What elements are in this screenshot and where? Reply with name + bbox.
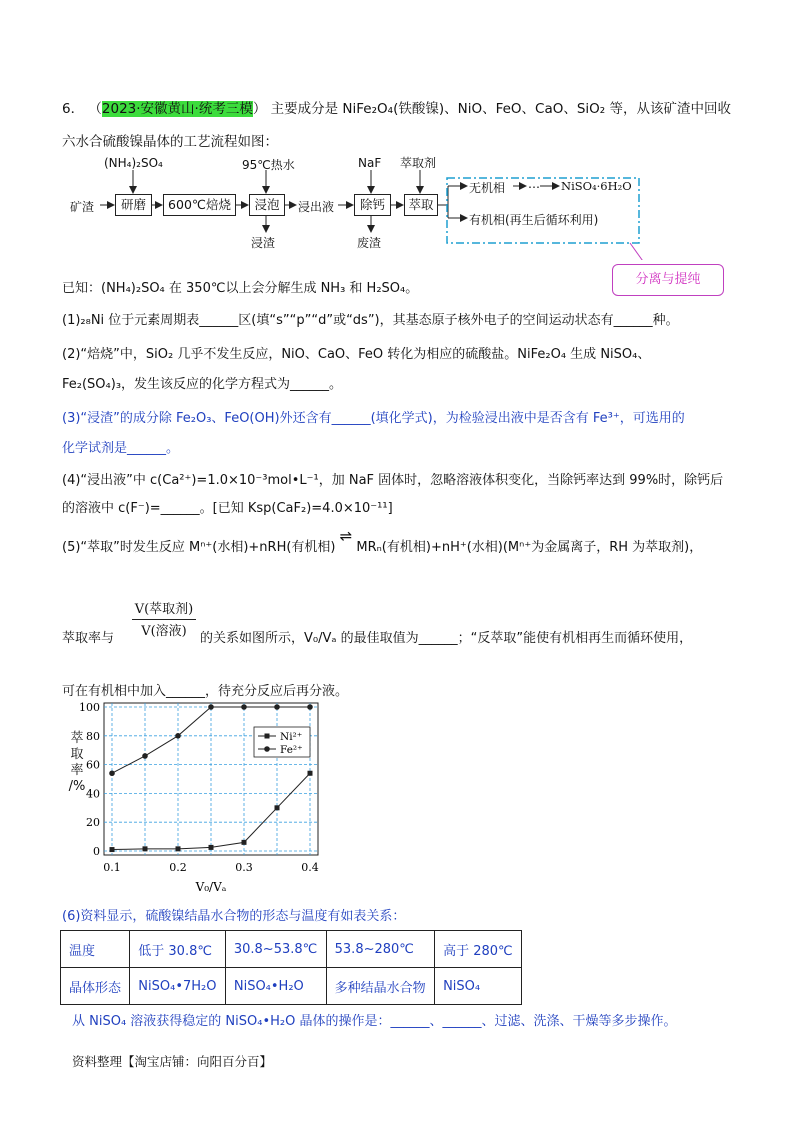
x-tick-label: 0.3 — [235, 861, 253, 874]
flow-leachate: 浸出液 — [298, 200, 335, 214]
table-row — [61, 931, 522, 968]
data-point-ni — [275, 805, 280, 810]
data-point-fe — [274, 704, 280, 710]
q5-line1a: (5)“萃取”时发生反应 Mⁿ⁺(水相)+nRH(有机相) — [62, 540, 336, 555]
frac-numerator: V(萃取剂) — [134, 602, 194, 617]
output-waste-residue: 废渣 — [357, 236, 382, 250]
step-soaking: 浸泡 — [249, 194, 285, 216]
x-tick-label: 0.2 — [169, 861, 187, 874]
table-cell: NiSO₄ — [435, 968, 522, 1005]
table-cell: 53.8~280℃ — [326, 931, 434, 968]
data-point-fe — [241, 704, 247, 710]
q6-intro: (6)资料显示，硫酸镍结晶水合物的形态与温度有如表关系： — [62, 909, 406, 924]
data-point-ni — [242, 840, 247, 845]
x-axis-label: V₀/Vₐ — [195, 880, 227, 894]
chart-ylabel — [66, 731, 88, 795]
legend-label: Fe²⁺ — [280, 744, 303, 756]
x-tick-label: 0.1 — [103, 861, 121, 874]
table-cell: 温度 — [61, 931, 130, 968]
reagent-nh4so4: (NH₄)₂SO₄ — [104, 156, 163, 170]
frac-denominator: V(溶液) — [132, 619, 196, 639]
data-point-fe — [208, 704, 214, 710]
equilibrium-arrow-icon: ⇌ — [339, 527, 353, 545]
y-axis-label-char: 取 — [70, 747, 84, 762]
q1: (1)₂₈Ni 位于元素周期表______区(填“s”“p”“d”或“ds”)，其基态原子核外电子的空间运动状态有______种。 — [62, 313, 679, 328]
q3-line1: (3)“浸渣”的成分除 Fe₂O₃、FeO(OH)外还含有______(填化学式)，为检验浸出液中是否含有 Fe³⁺，可选用的 — [62, 411, 685, 426]
data-point-ni — [308, 771, 313, 776]
source-close: ） — [252, 101, 267, 117]
q3-line2: 化学试剂是______。 — [62, 441, 180, 456]
data-point-ni — [110, 847, 115, 852]
reagent-naf: NaF — [358, 156, 382, 170]
q6-question: 从 NiSO₄ 溶液获得稳定的 NiSO₄•H₂O 晶体的操作是：______、______、过滤、洗涤、干燥等多步操作。 — [72, 1014, 677, 1029]
table-cell: NiSO₄•7H₂O — [130, 968, 226, 1005]
extraction-chart — [60, 695, 330, 895]
step-decalcify: 除钙 — [354, 194, 391, 216]
legend-label: Ni²⁺ — [280, 731, 303, 743]
output-leach-residue: 浸渣 — [251, 236, 276, 250]
table-row — [61, 968, 522, 1005]
step-grinding: 研磨 — [115, 194, 152, 216]
known-note: 已知：(NH₄)₂SO₄ 在 350℃以上会分解生成 NH₃ 和 H₂SO₄。 — [62, 281, 419, 296]
data-point-ni — [143, 846, 148, 851]
table-cell: NiSO₄•H₂O — [225, 968, 326, 1005]
intro-line1: 主要成分是 NiFe₂O₄(铁酸镍)、NiO、FeO、CaO、SiO₂ 等，从该矿渣中回收 — [270, 101, 732, 117]
data-point-ni — [176, 846, 181, 851]
y-tick-label: 100 — [79, 701, 100, 714]
data-point-fe — [307, 704, 313, 710]
y-tick-label: 20 — [86, 816, 100, 830]
q5-fraction — [132, 598, 196, 639]
q5-line2b: 的关系如图所示，V₀/Vₐ 的最佳取值为______；“反萃取”能使有机相再生而循环使用， — [200, 631, 693, 646]
y-tick-label: 80 — [86, 729, 100, 743]
data-point-fe — [175, 733, 181, 739]
intro-line2: 六水合硫酸镍晶体的工艺流程如图： — [62, 134, 278, 150]
q5-line1b: MRₙ(有机相)+nH⁺(水相)(Mⁿ⁺为金属离子，RH 为萃取剂)， — [356, 540, 703, 555]
reagent-extractant: 萃取剂 — [400, 156, 437, 170]
branch-dots: … — [528, 177, 540, 191]
y-tick-label: 60 — [86, 758, 100, 772]
question-number: 6． — [62, 101, 85, 117]
callout-separation: 分离与提纯 — [612, 264, 724, 296]
y-axis-label-char: 萃 — [70, 731, 84, 746]
q4-line2: 的溶液中 c(F⁻)=______。[已知 Ksp(CaF₂)=4.0×10⁻¹¹] — [62, 501, 393, 516]
table-cell: 晶体形态 — [61, 968, 130, 1005]
legend-marker-ni — [265, 734, 270, 739]
hydrate-table — [60, 930, 522, 1005]
branch-product: NiSO₄·6H₂O — [561, 179, 632, 193]
q2-line1: (2)“焙烧”中，SiO₂ 几乎不发生反应，NiO、CaO、FeO 转化为相应的硫酸盐。NiFe₂O₄ 生成 NiSO₄、 — [62, 347, 651, 362]
q4-line1: (4)“浸出液”中 c(Ca²⁺)=1.0×10⁻³mol•L⁻¹，加 NaF 固体时，忽略溶液体积变化，当除钙率达到 99%时，除钙后 — [62, 473, 724, 488]
step-roasting: 600℃焙烧 — [163, 194, 236, 216]
y-tick-label: 40 — [86, 787, 100, 801]
branch-inorganic: 无机相 — [469, 181, 506, 195]
q5-line1 — [62, 527, 703, 555]
y-tick-label: 0 — [93, 845, 100, 858]
legend-marker-fe — [264, 746, 270, 752]
q5-line3: 可在有机相中加入______，待充分反应后再分液。 — [62, 684, 349, 699]
x-tick-label: 0.4 — [301, 861, 319, 874]
branch-organic: 有机相(再生后循环利用) — [469, 213, 599, 227]
source-tag: 2023·安徽黄山·统考三模 — [101, 101, 253, 117]
source-open: （ — [88, 101, 102, 117]
q5-line2a: 萃取率与 — [62, 631, 115, 646]
reagent-hot-water: 95℃热水 — [242, 158, 295, 172]
footer: 资料整理【淘宝店铺：向阳百分百】 — [72, 1054, 273, 1069]
table-cell: 低于 30.8℃ — [130, 931, 226, 968]
q2-line2: Fe₂(SO₄)₃，发生该反应的化学方程式为______。 — [62, 377, 343, 392]
data-point-fe — [142, 753, 148, 759]
flow-arrows — [0, 0, 800, 260]
table-cell: 高于 280℃ — [435, 931, 522, 968]
y-axis-label-char: /% — [68, 779, 86, 794]
table-cell: 多种结晶水合物 — [326, 968, 434, 1005]
flow-start-slag: 矿渣 — [70, 200, 95, 214]
y-axis-label-char: 率 — [70, 763, 84, 778]
data-point-ni — [209, 845, 214, 850]
data-point-fe — [109, 770, 115, 776]
chart-svg — [60, 695, 330, 895]
table-cell: 30.8~53.8℃ — [225, 931, 326, 968]
step-extraction: 萃取 — [404, 194, 438, 216]
